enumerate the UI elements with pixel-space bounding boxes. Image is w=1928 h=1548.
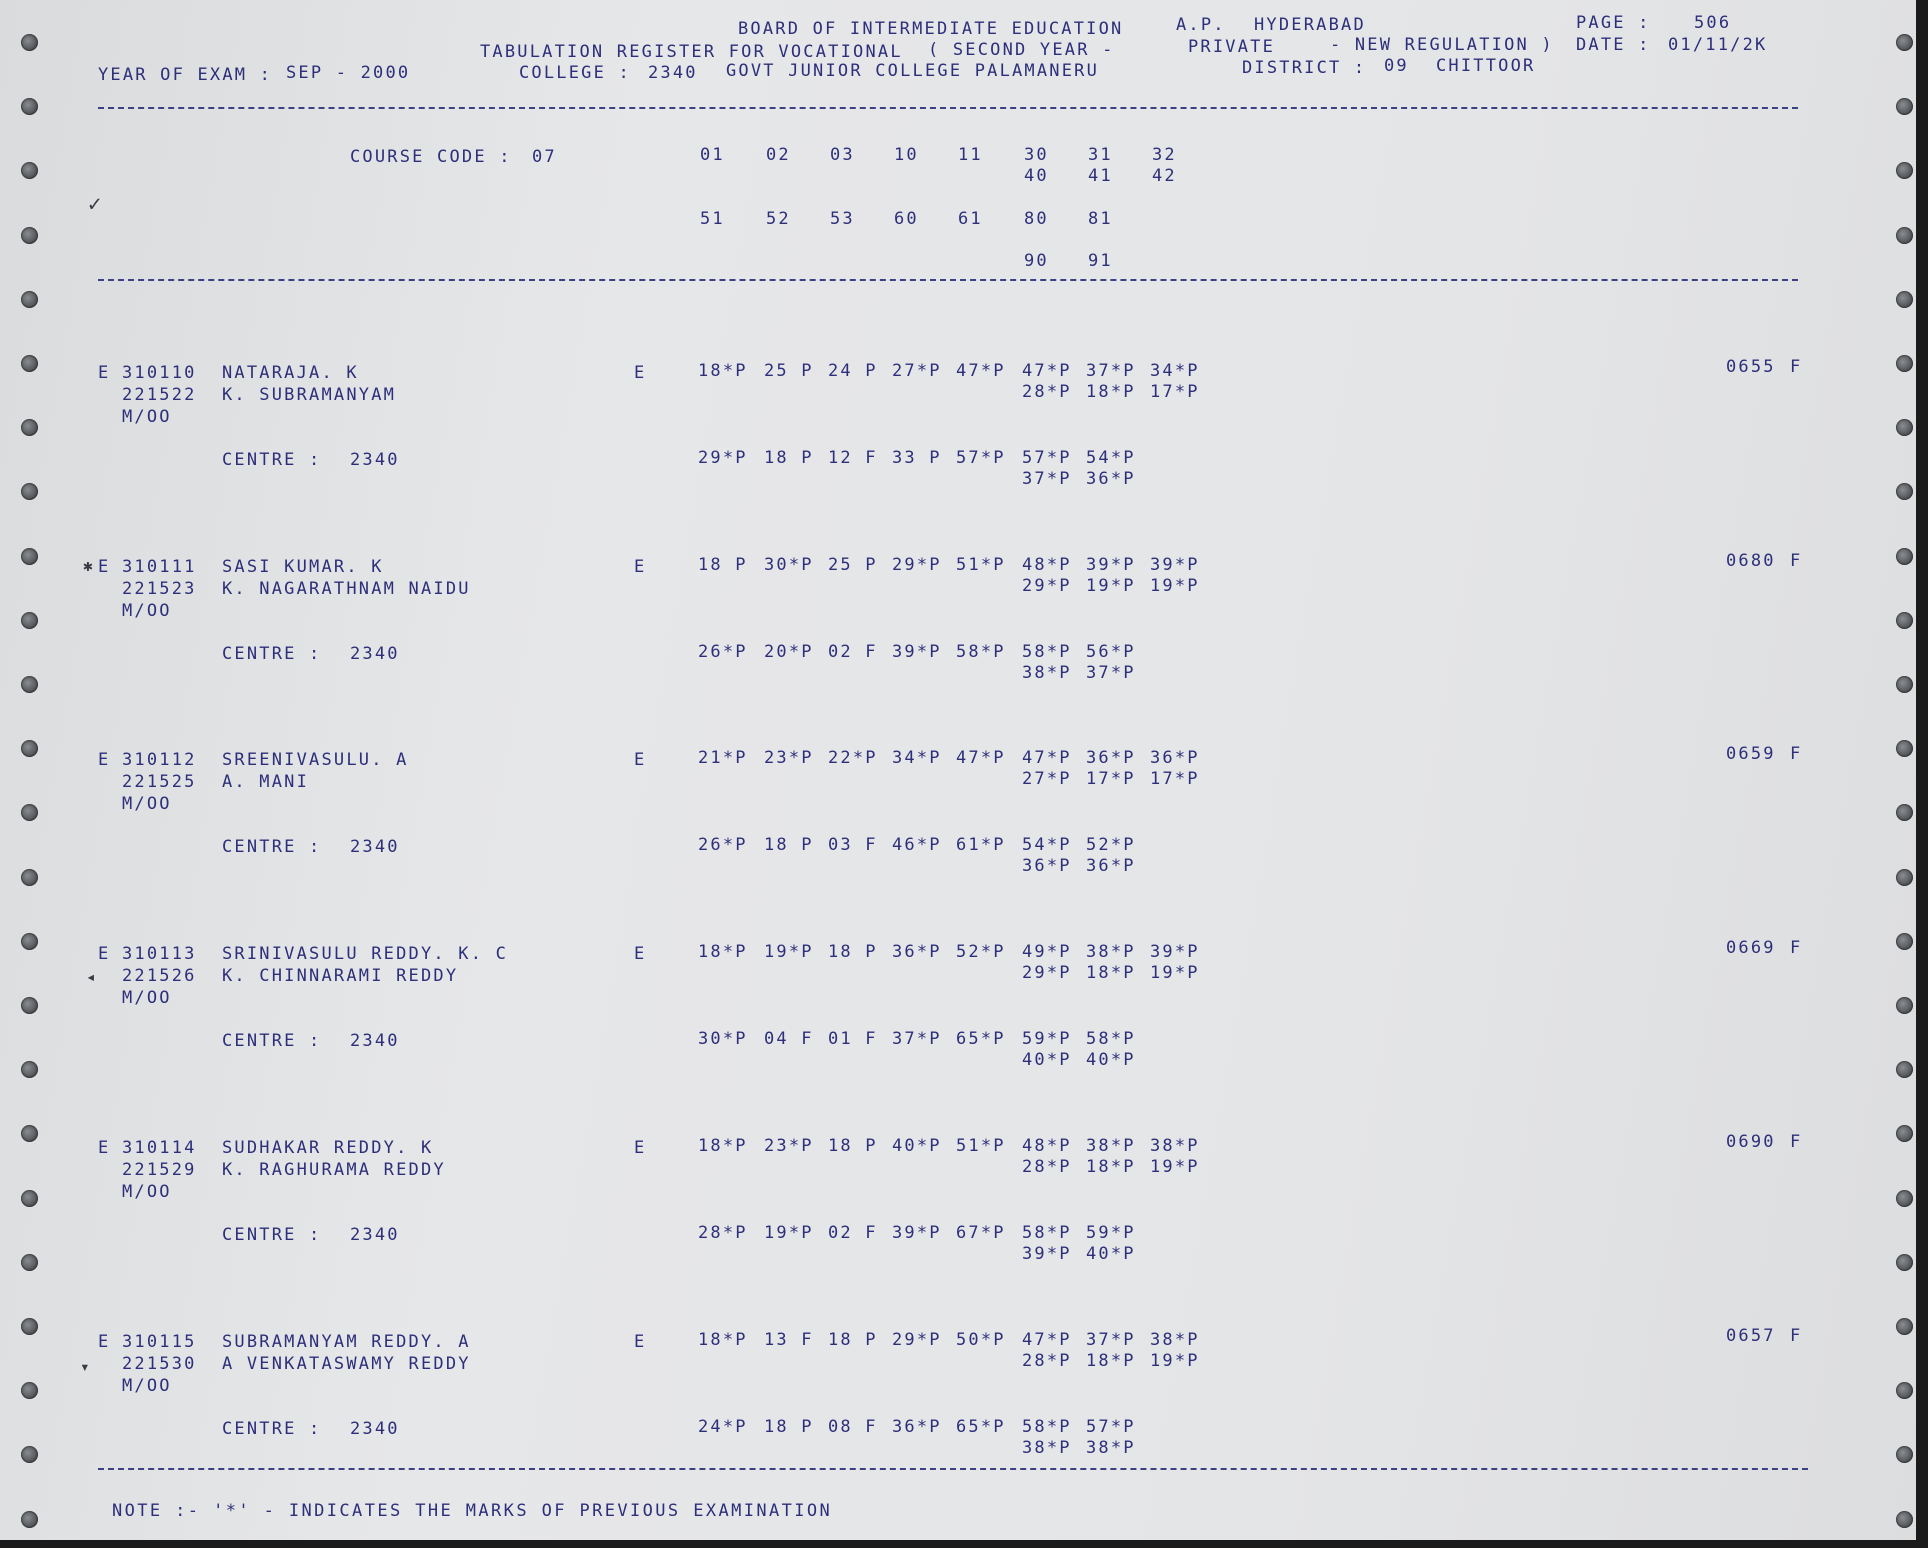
student-name: SREENIVASULU. A <box>222 750 409 771</box>
tractor-hole <box>1896 227 1913 244</box>
tractor-hole <box>21 997 38 1014</box>
subject-mark: 18 P <box>828 1329 878 1350</box>
subject-mark: 18*P <box>698 942 748 963</box>
separator-line <box>98 107 1798 109</box>
tractor-hole <box>1896 548 1913 565</box>
date-label: DATE : <box>1576 35 1651 55</box>
subject-mark: 47*P <box>1022 361 1072 381</box>
tractor-hole <box>21 162 38 179</box>
board-name: BOARD OF INTERMEDIATE EDUCATION <box>738 19 1124 39</box>
subject-mark: 47*P <box>956 361 1006 381</box>
subject-mark: 38*P <box>1086 1135 1136 1156</box>
centre-label: CENTRE : <box>222 643 322 664</box>
centre-label: CENTRE : <box>222 450 322 470</box>
subject-mark: 24 P <box>828 361 878 381</box>
subject-code: 53 <box>830 209 855 229</box>
subject-mark: 40*P <box>1086 1050 1136 1071</box>
exam-flag: E <box>98 1137 111 1158</box>
registration-number: 221529 <box>122 1159 197 1180</box>
separator-line <box>98 1468 1808 1470</box>
subject-mark: 39*P <box>892 1222 942 1243</box>
registration-number: 221522 <box>122 385 197 405</box>
medium-code: E <box>634 556 647 577</box>
district-code: 09 <box>1384 56 1409 76</box>
tractor-hole <box>1896 34 1913 51</box>
tractor-hole <box>21 1446 38 1463</box>
subject-mark: 08 F <box>828 1416 878 1437</box>
subject-mark: 36*P <box>1086 856 1136 877</box>
centre-code: 2340 <box>350 1031 400 1052</box>
subject-mark: 50*P <box>956 1329 1006 1350</box>
subject-mark: 67*P <box>956 1222 1006 1243</box>
tractor-hole <box>1896 933 1913 950</box>
state-code: A.P. <box>1176 15 1226 35</box>
tractor-hole <box>1896 483 1913 500</box>
exam-flag: E <box>98 1331 111 1352</box>
subject-code: 52 <box>766 209 791 229</box>
parent-name: A VENKATASWAMY REDDY <box>222 1353 471 1374</box>
roll-number: 310111 <box>122 556 197 577</box>
tractor-hole <box>21 355 38 372</box>
subject-mark: 02 F <box>828 641 878 662</box>
subject-mark: 22*P <box>828 748 878 769</box>
tractor-hole <box>21 1511 38 1528</box>
total-marks: 0669 <box>1726 938 1776 959</box>
subject-mark: 39*P <box>1150 554 1200 575</box>
subject-mark: 51*P <box>956 1135 1006 1156</box>
tractor-hole <box>1896 740 1913 757</box>
subject-code: 61 <box>958 209 983 229</box>
tractor-hole <box>1896 1125 1913 1142</box>
total-marks: 0680 <box>1726 550 1776 571</box>
subject-code: 40 <box>1024 166 1049 186</box>
district-label: DISTRICT : <box>1242 58 1367 78</box>
tractor-hole <box>1896 1511 1913 1528</box>
subject-mark: 65*P <box>956 1029 1006 1050</box>
year-of-exam-value: SEP - 2000 <box>286 63 411 83</box>
tractor-hole <box>21 1190 38 1207</box>
tractor-hole <box>21 227 38 244</box>
subject-mark: 19*P <box>1150 1350 1200 1371</box>
centre-code: 2340 <box>350 643 400 664</box>
subject-mark: 37*P <box>892 1029 942 1050</box>
roll-number: 310112 <box>122 750 197 771</box>
subject-mark: 40*P <box>1086 1243 1136 1264</box>
subject-mark: 34*P <box>1150 361 1200 381</box>
subject-mark: 38*P <box>1150 1329 1200 1350</box>
subject-mark: 58*P <box>1086 1029 1136 1050</box>
subject-mark: 29*P <box>1022 575 1072 596</box>
result-code: F <box>1790 744 1803 765</box>
tractor-hole <box>21 1318 38 1335</box>
subject-mark: 29*P <box>892 1329 942 1350</box>
subject-mark: 17*P <box>1150 382 1200 402</box>
subject-mark: 58*P <box>1022 641 1072 662</box>
left-tractor-holes <box>6 0 46 1540</box>
subject-mark: 18*P <box>698 1329 748 1350</box>
subject-mark: 58*P <box>956 641 1006 662</box>
subject-mark: 18 P <box>764 835 814 856</box>
subject-code: 01 <box>700 145 725 165</box>
subject-code: 02 <box>766 145 791 165</box>
footnote: NOTE :- '*' - INDICATES THE MARKS OF PREVIOUS EXAMINATION <box>112 1501 833 1521</box>
tractor-hole <box>1896 291 1913 308</box>
medium-code: E <box>634 944 647 965</box>
subject-mark: 56*P <box>1086 641 1136 662</box>
subject-mark: 49*P <box>1022 942 1072 963</box>
subject-mark: 23*P <box>764 1135 814 1156</box>
exam-flag: E <box>98 944 111 965</box>
subject-mark: 36*P <box>892 1416 942 1437</box>
medium-code: E <box>634 1137 647 1158</box>
subject-mark: 46*P <box>892 835 942 856</box>
subject-mark: 18 P <box>698 554 748 575</box>
tractor-hole <box>21 740 38 757</box>
tractor-hole <box>21 676 38 693</box>
subject-mark: 18 P <box>828 942 878 963</box>
tractor-hole <box>1896 1061 1913 1078</box>
registration-number: 221523 <box>122 578 197 599</box>
subject-mark: 37*P <box>1086 662 1136 683</box>
tractor-hole <box>1896 355 1913 372</box>
tractor-hole <box>1896 1382 1913 1399</box>
total-marks: 0690 <box>1726 1131 1776 1152</box>
roll-number: 310110 <box>122 363 197 383</box>
college-label: COLLEGE : <box>519 63 631 83</box>
tractor-hole <box>21 34 38 51</box>
parent-name: K. RAGHURAMA REDDY <box>222 1159 446 1180</box>
subject-mark: 25 P <box>764 361 814 381</box>
subject-mark: 19*P <box>764 1222 814 1243</box>
subject-mark: 18 P <box>828 1135 878 1156</box>
subject-mark: 24*P <box>698 1416 748 1437</box>
student-name: NATARAJA. K <box>222 363 359 383</box>
candidate-category: M/OO <box>122 1181 172 1202</box>
centre-label: CENTRE : <box>222 837 322 858</box>
subject-code: 32 <box>1152 145 1177 165</box>
tractor-hole <box>21 1125 38 1142</box>
pen-tick-mark: ✓ <box>88 192 102 217</box>
student-name: SASI KUMAR. K <box>222 556 384 577</box>
tractor-hole <box>1896 1190 1913 1207</box>
student-name: SUDHAKAR REDDY. K <box>222 1137 434 1158</box>
centre-code: 2340 <box>350 1418 400 1439</box>
subject-mark: 52*P <box>956 942 1006 963</box>
subject-mark: 30*P <box>764 554 814 575</box>
subject-mark: 38*P <box>1086 942 1136 963</box>
subject-mark: 39*P <box>1086 554 1136 575</box>
subject-mark: 01 F <box>828 1029 878 1050</box>
total-marks: 0655 <box>1726 357 1776 377</box>
subject-mark: 18*P <box>1086 963 1136 984</box>
parent-name: K. NAGARATHNAM NAIDU <box>222 578 471 599</box>
separator-line <box>98 279 1798 281</box>
tractor-hole <box>21 1382 38 1399</box>
exam-flag: E <box>98 750 111 771</box>
subject-mark: 23*P <box>764 748 814 769</box>
subject-mark: 13 F <box>764 1329 814 1350</box>
subject-mark: 61*P <box>956 835 1006 856</box>
subject-mark: 48*P <box>1022 554 1072 575</box>
subject-mark: 33 P <box>892 448 942 468</box>
course-code-label: COURSE CODE : <box>350 147 512 167</box>
subject-mark: 36*P <box>1022 856 1072 877</box>
subject-mark: 28*P <box>698 1222 748 1243</box>
subject-code: 51 <box>700 209 725 229</box>
subject-code: 60 <box>894 209 919 229</box>
subject-mark: 18*P <box>1086 1350 1136 1371</box>
tractor-hole <box>21 419 38 436</box>
result-code: F <box>1790 550 1803 571</box>
parent-name: K. CHINNARAMI REDDY <box>222 966 459 987</box>
subject-code: 31 <box>1088 145 1113 165</box>
page-number: 506 <box>1694 13 1732 33</box>
subject-mark: 30*P <box>698 1029 748 1050</box>
subject-mark: 47*P <box>956 748 1006 769</box>
subject-mark: 29*P <box>892 554 942 575</box>
subject-mark: 36*P <box>1086 469 1136 489</box>
subject-mark: 51*P <box>956 554 1006 575</box>
subject-mark: 19*P <box>1150 1156 1200 1177</box>
regulation: - NEW REGULATION ) <box>1330 35 1554 55</box>
subject-mark: 36*P <box>1086 748 1136 769</box>
subject-mark: 38*P <box>1150 1135 1200 1156</box>
tractor-hole <box>1896 1318 1913 1335</box>
college-code: 2340 <box>648 63 698 83</box>
subject-mark: 58*P <box>1022 1416 1072 1437</box>
centre-label: CENTRE : <box>222 1224 322 1245</box>
subject-mark: 39*P <box>892 641 942 662</box>
subject-mark: 58*P <box>1022 1222 1072 1243</box>
tractor-hole <box>1896 804 1913 821</box>
subject-code: 90 <box>1024 251 1049 271</box>
page-label: PAGE : <box>1576 13 1651 33</box>
subject-mark: 54*P <box>1086 448 1136 468</box>
total-marks: 0659 <box>1726 744 1776 765</box>
centre-code: 2340 <box>350 837 400 858</box>
college-name: GOVT JUNIOR COLLEGE PALAMANERU <box>726 61 1100 81</box>
tractor-hole <box>1896 1446 1913 1463</box>
subject-mark: 02 F <box>828 1222 878 1243</box>
subject-mark: 21*P <box>698 748 748 769</box>
tractor-hole <box>21 1061 38 1078</box>
subject-code: 11 <box>958 145 983 165</box>
subject-mark: 59*P <box>1022 1029 1072 1050</box>
tractor-hole <box>1896 419 1913 436</box>
tractor-hole <box>1896 162 1913 179</box>
subject-mark: 19*P <box>1150 963 1200 984</box>
tractor-hole <box>21 483 38 500</box>
subject-mark: 27*P <box>892 361 942 381</box>
subject-code: 91 <box>1088 251 1113 271</box>
subject-mark: 38*P <box>1022 1437 1072 1458</box>
subject-mark: 57*P <box>1086 1416 1136 1437</box>
pen-arrow-mark: ◂ <box>86 967 96 986</box>
subject-mark: 27*P <box>1022 769 1072 790</box>
subject-mark: 36*P <box>892 942 942 963</box>
centre-code: 2340 <box>350 450 400 470</box>
subject-mark: 19*P <box>764 942 814 963</box>
subject-mark: 18*P <box>1086 1156 1136 1177</box>
candidate-category: M/OO <box>122 1375 172 1396</box>
subject-mark: 29*P <box>698 448 748 468</box>
subject-mark: 19*P <box>1086 575 1136 596</box>
date-value: 01/11/2K <box>1668 35 1768 55</box>
subject-code: 41 <box>1088 166 1113 186</box>
subject-mark: 04 F <box>764 1029 814 1050</box>
subject-mark: 47*P <box>1022 1329 1072 1350</box>
subject-mark: 37*P <box>1086 1329 1136 1350</box>
subject-code: 30 <box>1024 145 1049 165</box>
tractor-hole <box>1896 997 1913 1014</box>
registration-number: 221526 <box>122 966 197 987</box>
result-code: F <box>1790 1325 1803 1346</box>
subject-mark: 37*P <box>1022 469 1072 489</box>
subject-mark: 59*P <box>1086 1222 1136 1243</box>
tractor-hole <box>21 933 38 950</box>
parent-name: K. SUBRAMANYAM <box>222 385 397 405</box>
registration-number: 221525 <box>122 772 197 793</box>
student-name: SUBRAMANYAM REDDY. A <box>222 1331 471 1352</box>
subject-mark: 52*P <box>1086 835 1136 856</box>
subject-mark: 36*P <box>1150 748 1200 769</box>
subject-mark: 03 F <box>828 835 878 856</box>
medium-code: E <box>634 1331 647 1352</box>
subject-mark: 19*P <box>1150 575 1200 596</box>
tractor-hole <box>1896 676 1913 693</box>
tractor-hole <box>21 1254 38 1271</box>
subject-code: 42 <box>1152 166 1177 186</box>
candidate-type: PRIVATE <box>1188 37 1276 57</box>
subject-mark: 47*P <box>1022 748 1072 769</box>
centre-label: CENTRE : <box>222 1418 322 1439</box>
subject-mark: 57*P <box>1022 448 1072 468</box>
total-marks: 0657 <box>1726 1325 1776 1346</box>
subject-mark: 18 P <box>764 448 814 468</box>
medium-code: E <box>634 363 647 383</box>
subject-mark: 20*P <box>764 641 814 662</box>
centre-code: 2340 <box>350 1224 400 1245</box>
tractor-hole <box>1896 1254 1913 1271</box>
register-title: TABULATION REGISTER FOR VOCATIONAL <box>480 42 903 62</box>
pen-arrow-mark: ▾ <box>80 1357 90 1376</box>
year-mode: ( SECOND YEAR - <box>928 40 1115 60</box>
subject-mark: 26*P <box>698 641 748 662</box>
subject-mark: 18*P <box>1086 382 1136 402</box>
subject-mark: 65*P <box>956 1416 1006 1437</box>
roll-number: 310113 <box>122 944 197 965</box>
tractor-hole <box>21 548 38 565</box>
subject-code: 03 <box>830 145 855 165</box>
subject-mark: 40*P <box>1022 1050 1072 1071</box>
subject-mark: 25 P <box>828 554 878 575</box>
candidate-category: M/OO <box>122 988 172 1009</box>
tractor-hole <box>21 98 38 115</box>
centre-label: CENTRE : <box>222 1031 322 1052</box>
subject-mark: 39*P <box>1022 1243 1072 1264</box>
city-name: HYDERABAD <box>1254 15 1366 35</box>
right-tractor-holes <box>1880 0 1916 1540</box>
candidate-category: M/OO <box>122 794 172 815</box>
subject-mark: 17*P <box>1086 769 1136 790</box>
registration-number: 221530 <box>122 1353 197 1374</box>
tractor-hole <box>21 612 38 629</box>
candidate-category: M/OO <box>122 407 172 427</box>
pen-star-mark: ✱ <box>83 556 93 575</box>
subject-mark: 48*P <box>1022 1135 1072 1156</box>
subject-mark: 38*P <box>1086 1437 1136 1458</box>
subject-mark: 57*P <box>956 448 1006 468</box>
subject-mark: 54*P <box>1022 835 1072 856</box>
subject-code: 81 <box>1088 209 1113 229</box>
subject-mark: 12 F <box>828 448 878 468</box>
subject-mark: 29*P <box>1022 963 1072 984</box>
subject-mark: 34*P <box>892 748 942 769</box>
subject-code: 10 <box>894 145 919 165</box>
subject-mark: 17*P <box>1150 769 1200 790</box>
parent-name: A. MANI <box>222 772 310 793</box>
year-of-exam-label: YEAR OF EXAM : <box>98 65 273 85</box>
result-code: F <box>1790 1131 1803 1152</box>
result-code: F <box>1790 938 1803 959</box>
subject-code: 80 <box>1024 209 1049 229</box>
subject-mark: 18*P <box>698 1135 748 1156</box>
subject-mark: 26*P <box>698 835 748 856</box>
subject-mark: 28*P <box>1022 1350 1072 1371</box>
tractor-hole <box>1896 869 1913 886</box>
subject-mark: 28*P <box>1022 382 1072 402</box>
subject-mark: 38*P <box>1022 662 1072 683</box>
subject-mark: 37*P <box>1086 361 1136 381</box>
result-code: F <box>1790 357 1803 377</box>
roll-number: 310115 <box>122 1331 197 1352</box>
candidate-category: M/OO <box>122 600 172 621</box>
subject-mark: 39*P <box>1150 942 1200 963</box>
student-name: SRINIVASULU REDDY. K. C <box>222 944 509 965</box>
course-code-value: 07 <box>532 147 557 167</box>
tractor-hole <box>21 869 38 886</box>
tractor-hole <box>21 804 38 821</box>
tractor-hole <box>21 291 38 308</box>
subject-mark: 28*P <box>1022 1156 1072 1177</box>
subject-mark: 18 P <box>764 1416 814 1437</box>
roll-number: 310114 <box>122 1137 197 1158</box>
tractor-hole <box>1896 612 1913 629</box>
exam-flag: E <box>98 556 111 577</box>
subject-mark: 40*P <box>892 1135 942 1156</box>
exam-flag: E <box>98 363 111 383</box>
tractor-hole <box>1896 98 1913 115</box>
subject-mark: 18*P <box>698 361 748 381</box>
medium-code: E <box>634 750 647 771</box>
district-name: CHITTOOR <box>1436 56 1536 76</box>
